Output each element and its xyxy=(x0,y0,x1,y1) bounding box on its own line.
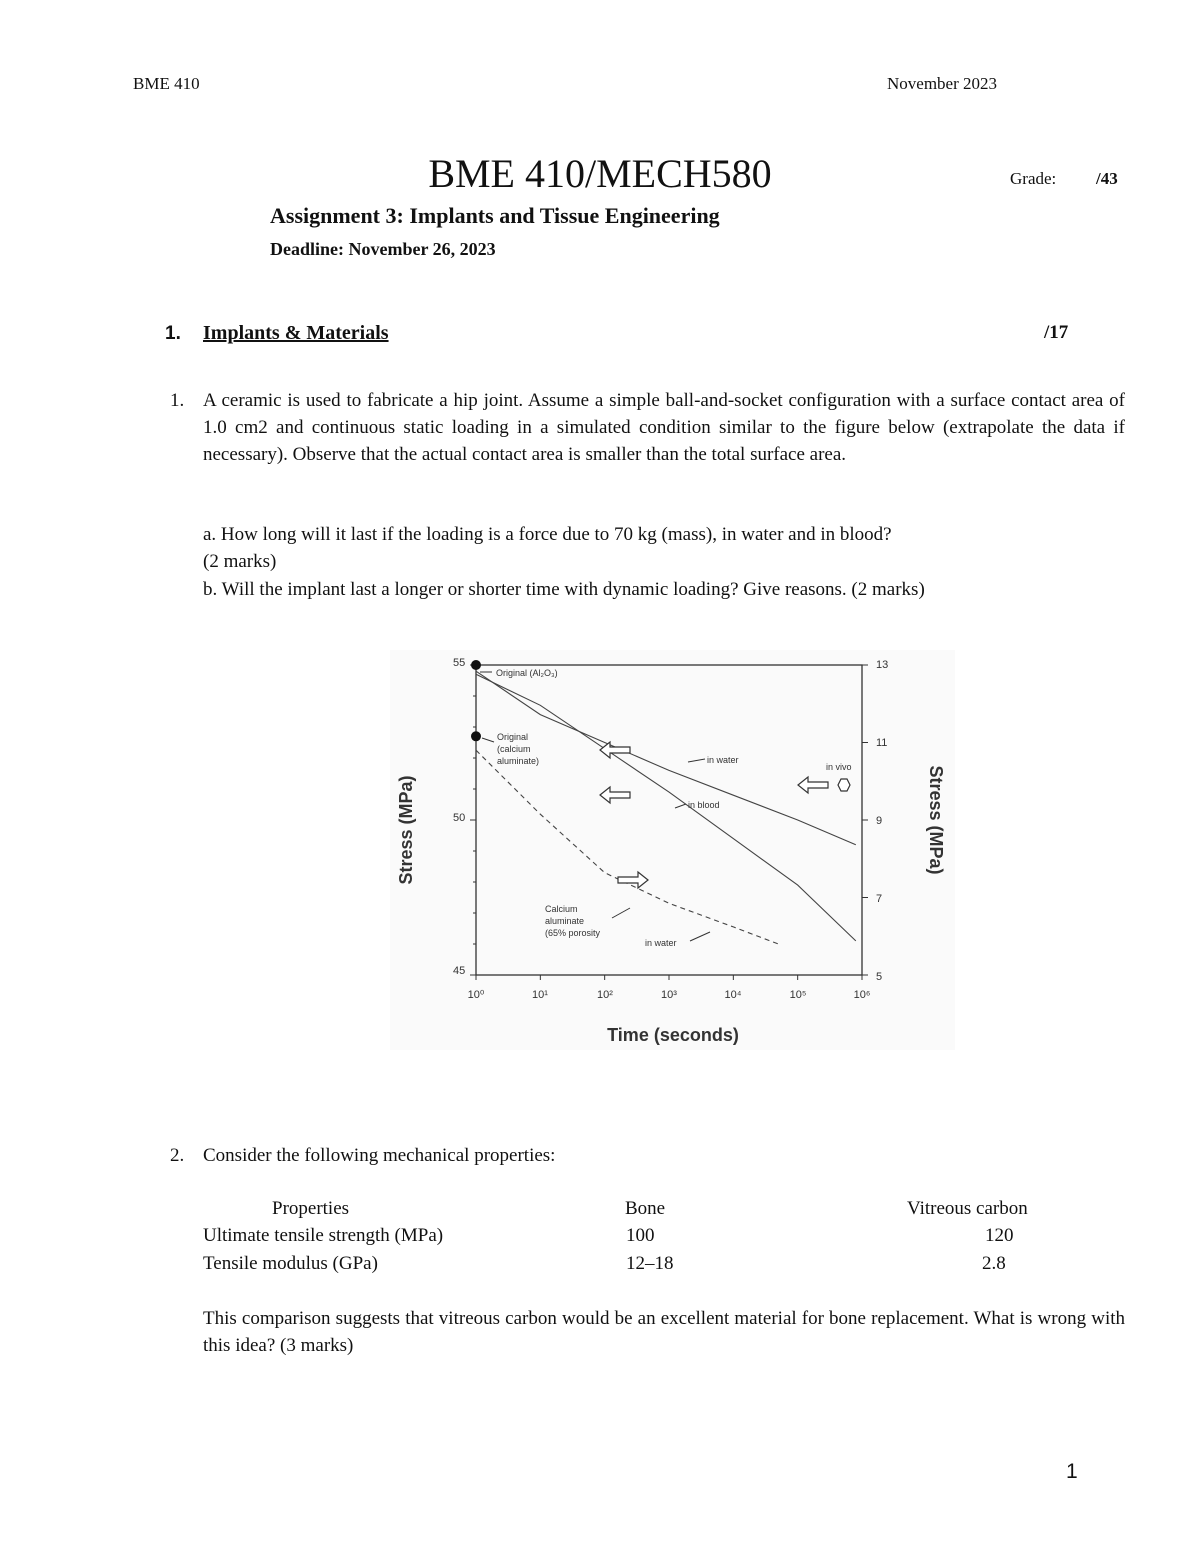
label-in-blood: in blood xyxy=(688,800,720,810)
q1-part-a: a. How long will it last if the loading is a force due to 70 kg (mass), in water and in blood? xyxy=(203,524,892,545)
y-right-tick-7: 7 xyxy=(876,893,883,905)
q2-text: This comparison suggests that vitreous carbon would be an excellent material for bone replacement. What is wrong with this idea? (3 marks) xyxy=(203,1308,1125,1356)
x-axis-title: Time (seconds) xyxy=(607,1025,739,1045)
q1-number: 1. xyxy=(170,390,185,411)
table-cell: 100 xyxy=(626,1225,655,1246)
table-header-vitreous-carbon: Vitreous carbon xyxy=(907,1198,1028,1219)
y-right-axis-title: Stress (MPa) xyxy=(926,765,946,875)
grade-label: Grade: xyxy=(1010,169,1057,188)
x-tick-1: 10¹ xyxy=(532,989,548,1001)
y-right-tick-5: 5 xyxy=(876,971,883,983)
x-tick-2: 10² xyxy=(597,989,613,1001)
q2-number: 2. xyxy=(170,1145,185,1166)
header-date: November 2023 xyxy=(887,74,998,93)
x-tick-0: 10⁰ xyxy=(467,989,485,1001)
y-right-tick-13: 13 xyxy=(876,659,889,671)
y-left-axis-title: Stress (MPa) xyxy=(396,775,416,885)
deadline: Deadline: November 26, 2023 xyxy=(270,239,496,259)
label-original-ca-3: aluminate) xyxy=(497,756,540,766)
label-ca-2: aluminate xyxy=(545,916,585,926)
label-ca-1: Calcium xyxy=(545,904,578,914)
label-in-vivo: in vivo xyxy=(826,762,852,772)
q1-text: A ceramic is used to fabricate a hip joint. Assume a simple ball-and-socket configuration with a surface contact area of 1.0 cm2 and continuous static loading in a simulated condition similar to the figure below (extrapolate the data if necessary). Observe that the actual contact area is smaller than the total surface area. xyxy=(203,390,1125,465)
q2-intro: Consider the following mechanical properties: xyxy=(203,1145,556,1166)
label-original-al2o3: Original (Al₂O₃) xyxy=(496,668,558,678)
x-tick-3: 10³ xyxy=(661,989,677,1001)
table-cell: 120 xyxy=(985,1225,1014,1246)
q1-part-b: b. Will the implant last a longer or shorter time with dynamic loading? Give reasons. (2 marks) xyxy=(203,579,925,600)
table-cell: 2.8 xyxy=(982,1253,1006,1274)
section-title: Implants & Materials xyxy=(203,322,389,344)
section-number: 1. xyxy=(165,323,181,344)
y-right-tick-9: 9 xyxy=(876,815,883,827)
table-header-properties: Properties xyxy=(272,1198,350,1219)
header-course: BME 410 xyxy=(133,74,200,93)
data-point-1 xyxy=(471,731,481,741)
q1-part-a-marks: (2 marks) xyxy=(203,551,277,572)
table-cell: Tensile modulus (GPa) xyxy=(203,1253,378,1274)
grade-total: /43 xyxy=(1096,169,1118,188)
y-left-tick-45: 45 xyxy=(453,965,466,977)
label-ca-in-water: in water xyxy=(645,938,677,948)
label-original-ca-1: Original xyxy=(497,732,529,742)
table-cell: Ultimate tensile strength (MPa) xyxy=(203,1225,444,1246)
label-in-water: in water xyxy=(707,755,739,765)
data-point-0 xyxy=(471,660,481,670)
assignment-title: Assignment 3: Implants and Tissue Engineering xyxy=(270,203,720,228)
table-header-bone: Bone xyxy=(625,1198,666,1219)
x-tick-6: 10⁶ xyxy=(853,989,871,1001)
x-tick-5: 10⁵ xyxy=(789,989,807,1001)
y-left-tick-55: 55 xyxy=(453,657,466,669)
stress-time-chart xyxy=(390,650,955,1050)
y-right-tick-11: 11 xyxy=(876,737,888,749)
table-cell: 12–18 xyxy=(626,1253,674,1274)
hexagon-icon xyxy=(838,779,850,791)
x-tick-4: 10⁴ xyxy=(724,989,742,1001)
label-original-ca-2: (calcium xyxy=(497,744,531,754)
section-marks: /17 xyxy=(1044,322,1069,343)
label-ca-3: (65% porosity xyxy=(545,928,601,938)
y-left-tick-50: 50 xyxy=(453,812,466,824)
page-title: BME 410/MECH580 xyxy=(428,151,772,196)
page-number: 1 xyxy=(1066,1460,1078,1483)
